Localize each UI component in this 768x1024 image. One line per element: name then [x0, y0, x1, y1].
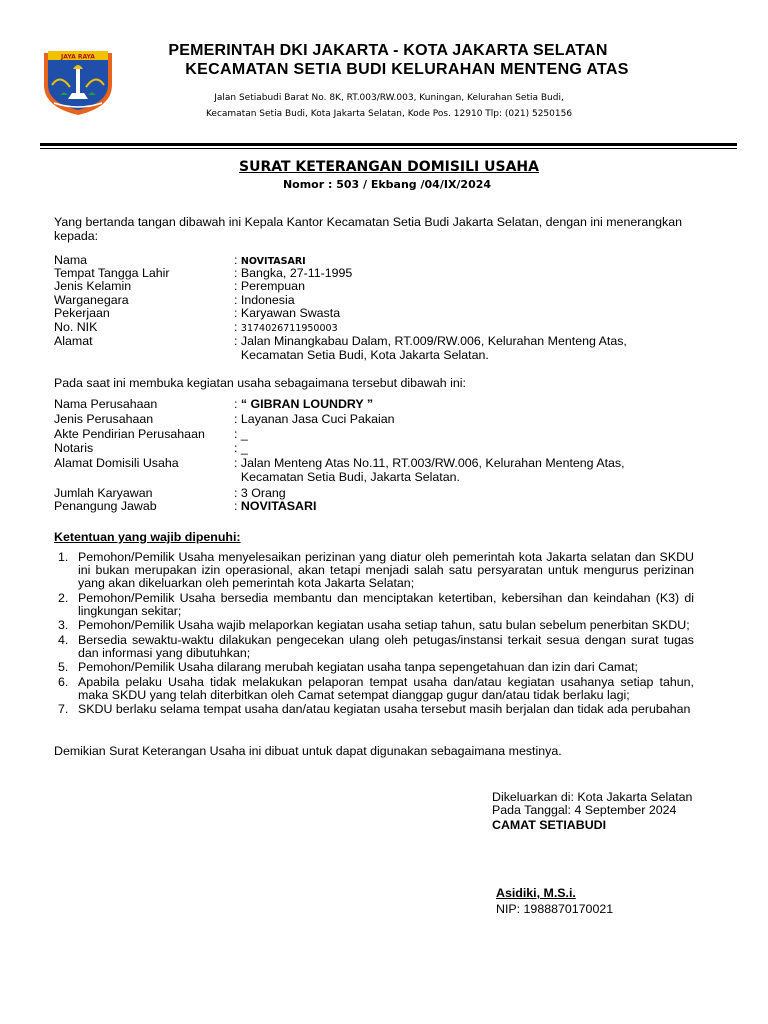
list-text: Pemohon/Pemilik Usaha bersedia membantu dan menciptakan ketertiban, kebersihan dan keindahan (K3) di lingkungan sekitar; — [78, 590, 694, 618]
usaha-intro: Pada saat ini membuka kegiatan usaha sebagaimana tersebut dibawah ini: — [54, 376, 466, 390]
kop-line-2: KECAMATAN SETIA BUDI KELURAHAN MENTENG ATAS — [185, 61, 629, 78]
list-number: 5. — [58, 660, 69, 674]
field-value: _ — [240, 441, 248, 455]
field-value: Karyawan Swasta — [240, 306, 341, 320]
field-label: Alamat Domisili Usaha — [54, 456, 179, 470]
separator: : — [234, 253, 238, 267]
field-label: Penangung Jawab — [54, 499, 157, 513]
list-item — [54, 619, 694, 632]
list-item — [54, 703, 694, 716]
intro-paragraph: Yang bertanda tangan dibawah ini Kepala Kantor Kecamatan Setia Budi Jakarta Selatan, dengan ini menerangkan kepada: — [54, 215, 683, 243]
kop-address-1: Jalan Setiabudi Barat No. 8K, RT.003/RW.003, Kuningan, Kelurahan Setia Budi, — [214, 93, 564, 103]
closing-paragraph: Demikian Surat Keterangan Usaha ini dibuat untuk dapat digunakan sebagaimana mestinya. — [54, 744, 562, 758]
field-value: NOVITASARI — [240, 256, 306, 267]
field-value-cont: Kecamatan Setia Budi, Kota Jakarta Selatan. — [240, 347, 489, 362]
list-number: 6. — [58, 674, 69, 689]
field-label: Pekerjaan — [54, 306, 110, 320]
field-value-cont: Kecamatan Setia Budi, Jakarta Selatan. — [240, 469, 460, 484]
field-label: Nama Perusahaan — [54, 397, 158, 411]
list-text: Pemohon/Pemilik Usaha dilarang merubah kegiatan usaha tanpa sepengetahuan dan izin dari Camat; — [78, 660, 639, 674]
separator: : — [234, 499, 238, 513]
list-number: 7. — [58, 702, 69, 716]
document-number: Nomor : 503 / Ekbang /04/IX/2024 — [282, 178, 492, 191]
list-item — [54, 551, 694, 590]
document-title: SURAT KETERANGAN DOMISILI USAHA — [239, 159, 539, 175]
field-value: NOVITASARI — [240, 499, 317, 513]
list-text: Pemohon/Pemilik Usaha menyelesaikan perizinan yang diatur oleh pemerintah kota Jakarta selatan dan SKDU ini bukan merupakan izin operasional, akan tetapi menjadi salah satu persyaratan untuk mengurus perizinan yang akan dikeluarkan oleh pemerintah kota Jakarta Selatan; — [78, 550, 694, 590]
separator: : — [234, 456, 238, 470]
header-rule-thick — [40, 143, 737, 146]
separator: : — [234, 266, 238, 280]
separator: : — [234, 441, 238, 455]
field-value: Indonesia — [240, 293, 295, 307]
list-text: Pemohon/Pemilik Usaha wajib melaporkan kegiatan usaha setiap tahun, satu bulan sebelum penerbitan SKDU; — [78, 618, 690, 632]
list-number: 4. — [58, 632, 69, 647]
list-item — [54, 634, 694, 660]
separator: : — [234, 293, 238, 307]
field-value: _ — [240, 427, 248, 441]
field-label: Alamat — [54, 334, 93, 348]
field-value: Perempuan — [240, 279, 305, 293]
field-label: Jenis Kelamin — [54, 279, 132, 293]
field-value: Jalan Minangkabau Dalam, RT.009/RW.006, Kelurahan Menteng Atas, — [240, 334, 627, 348]
list-item — [54, 676, 694, 702]
list-text: Apabila pelaku Usaha tidak melakukan pelaporan tempat usaha dan/atau kegiatan usahanya setiap tahun, maka SKDU yang telah diterbitkan oleh Camat setempat dianggap gugur dan/atau tidak berlaku lagi; — [78, 674, 694, 702]
separator: : — [234, 279, 238, 293]
list-number: 2. — [58, 590, 69, 605]
separator: : — [234, 397, 238, 411]
separator: : — [234, 334, 238, 348]
signatory-name: Asidiki, M.S.i. — [496, 886, 576, 900]
separator: : — [234, 486, 238, 500]
field-value: “ GIBRAN LOUNDRY ” — [240, 397, 374, 411]
kop-address-2: Kecamatan Setia Budi, Kota Jakarta Selatan, Kode Pos. 12910 Tlp: (021) 5250156 — [205, 109, 573, 119]
field-label: No. NIK — [54, 320, 98, 334]
separator: : — [234, 306, 238, 320]
list-number: 1. — [58, 550, 69, 564]
list-item — [54, 661, 694, 674]
list-text: SKDU berlaku selama tempat usaha dan/atau kegiatan usaha tersebut masih berjalan dan tidak ada perubahan — [78, 702, 691, 716]
issued-date: Pada Tanggal: 4 September 2024 — [492, 803, 677, 817]
field-value: 3174026711950003 — [240, 323, 338, 334]
signatory-office: CAMAT SETIABUDI — [492, 818, 607, 832]
field-label: Notaris — [54, 441, 94, 455]
field-label: Akte Pendirian Perusahaan — [54, 427, 205, 441]
field-label: Warganegara — [54, 293, 129, 307]
signatory-nip: NIP: 1988870170021 — [496, 902, 614, 916]
list-item — [54, 592, 694, 618]
kop-line-1: PEMERINTAH DKI JAKARTA - KOTA JAKARTA SELATAN — [168, 42, 608, 59]
field-label: Jenis Perusahaan — [54, 412, 154, 426]
separator: : — [234, 427, 238, 441]
list-number: 3. — [58, 618, 69, 632]
field-value: Jalan Menteng Atas No.11, RT.003/RW.006, Kelurahan Menteng Atas, — [240, 456, 625, 470]
list-text: Bersedia sewaktu-waktu dilakukan pengecekan ulang oleh petugas/instansi terkait sesua dengan surat tugas dan informasi yang dibutuhkan; — [78, 632, 694, 660]
field-value: Layanan Jasa Cuci Pakaian — [240, 412, 395, 426]
field-label: Tempat Tangga Lahir — [54, 266, 170, 280]
header-rule-thin — [40, 148, 737, 149]
issued-place: Dikeluarkan di: Kota Jakarta Selatan — [492, 790, 693, 804]
ketentuan-heading: Ketentuan yang wajib dipenuhi: — [54, 530, 241, 544]
field-label: Nama — [54, 253, 88, 267]
separator: : — [234, 412, 238, 426]
field-value: 3 Orang — [240, 486, 286, 500]
field-value: Bangka, 27-11-1995 — [240, 266, 353, 280]
separator: : — [234, 320, 238, 334]
svg-text:JAYA RAYA: JAYA RAYA — [61, 53, 95, 61]
field-label: Jumlah Karyawan — [54, 486, 153, 500]
ketentuan-list — [54, 551, 694, 718]
